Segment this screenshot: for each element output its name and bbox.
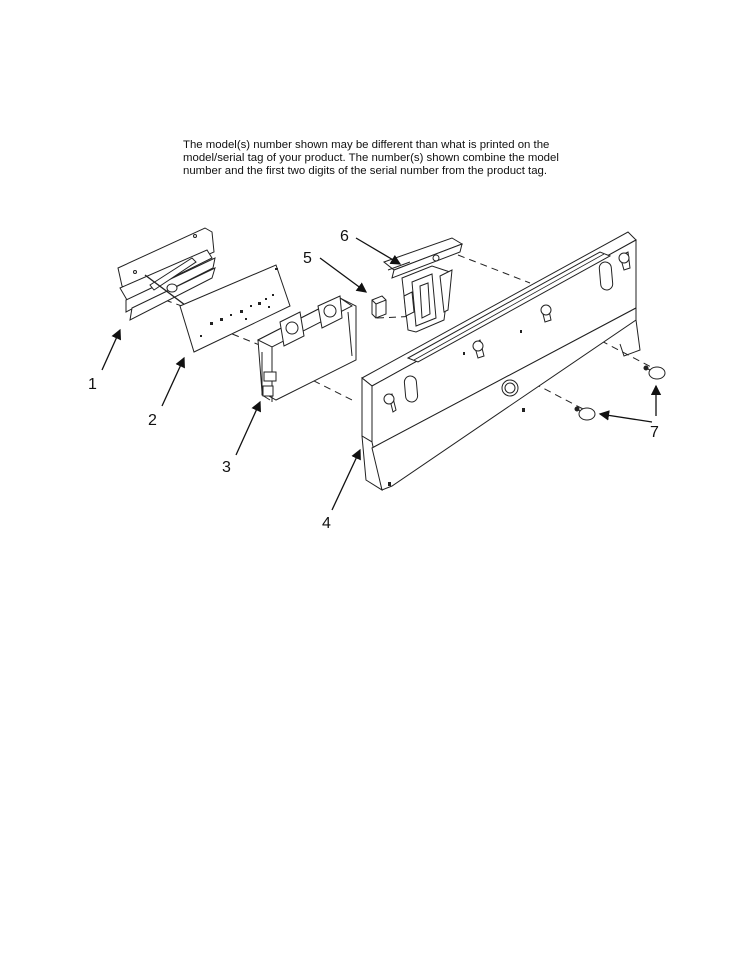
- note-line-3: number and the first two digits of the serial number from the product tag.: [183, 165, 548, 177]
- callout-1: 1: [88, 376, 97, 393]
- callout-4: 4: [322, 515, 331, 532]
- callout-7: 7: [650, 424, 659, 441]
- note-line-1: The model(s) number shown may be different than what is printed on the: [183, 139, 550, 151]
- callout-5: 5: [303, 250, 312, 267]
- part-6-latch-assembly: [384, 238, 462, 332]
- note-line-2: model/serial tag of your product. The number(s) shown combine the model: [183, 152, 559, 164]
- callout-6: 6: [340, 228, 349, 245]
- part-5-clip: [372, 296, 386, 318]
- callout-2: 2: [148, 412, 157, 429]
- part-7-caps: [575, 366, 665, 420]
- callout-3: 3: [222, 459, 231, 476]
